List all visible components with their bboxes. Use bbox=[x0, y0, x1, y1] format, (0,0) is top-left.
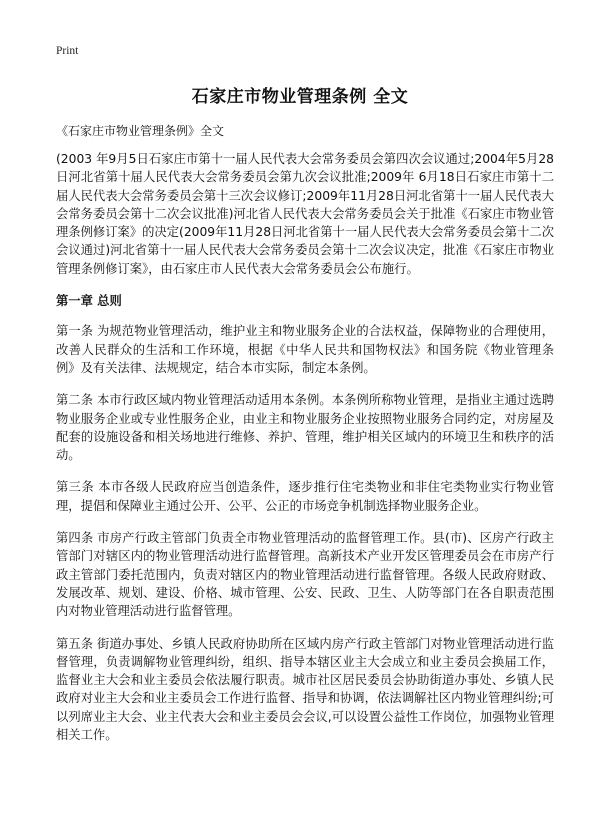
document-body bbox=[56, 150, 554, 758]
article-paragraph-5: 第五条 街道办事处、乡镇人民政府协助所在区域内房产行政主管部门对物业管理活动进行监督管理，负责调解物业管理纠纷，组织、指导本辖区业主大会成立和业主委员会换届工作，监督业主大会和业主委员会依法履行职责。城市社区居民委员会协助街道办事处、乡镇人民政府对业主大会和业主委员会工作进行监督、指导和协调，依法调解社区内物业管理纠纷;可以列席业主大会、业主代表大会和业主委员会会议,可以设置公益性工作岗位，加强物业管理相关工作。 bbox=[56, 636, 554, 743]
article-paragraph-2: 第二条 本市行政区域内物业管理活动适用本条例。本条例所称物业管理，是指业主通过选聘物业服务企业或专业性服务企业，由业主和物业服务企业按照物业服务合同约定，对房屋及配套的设施设备和相关场地进行维修、养护、管理，维护相关区域内的环境卫生和秩序的活动。 bbox=[56, 393, 554, 463]
article-paragraph-1: 第一条 为规范物业管理活动，维护业主和物业服务企业的合法权益，保障物业的合理使用，改善人民群众的生活和工作环境，根据《中华人民共和国物权法》和国务院《物业管理条例》及有关法律、法规规定，结合本市实际，制定本条例。 bbox=[56, 324, 554, 375]
document-subtitle: 《石家庄市物业管理条例》全文 bbox=[56, 124, 225, 138]
page-title: 石家庄市物业管理条例 全文 bbox=[191, 87, 409, 107]
article-paragraph-4: 第四条 市房产行政主管部门负责全市物业管理活动的监督管理工作。县(市)、区房产行政主管部门对辖区内的物业管理活动进行监督管理。高新技术产业开发区管理委员会在市房产行政主管部门委托范围内，负责对辖区内的物业管理活动进行监督管理。各级人民政府财政、发展改革、规划、建设、价格、城市管理、公安、民政、卫生、人防等部门在各自职责范围内对物业管理活动进行监督管理。 bbox=[56, 531, 554, 619]
article-paragraph-3: 第三条 本市各级人民政府应当创造条件，逐步推行住宅类物业和非住宅类物业实行物业管理，提倡和保障业主通过公开、公平、公正的市场竞争机制选择物业服务企业。 bbox=[56, 480, 554, 513]
print-label: Print bbox=[56, 45, 79, 57]
preamble-paragraph: (2003 年9月5日石家庄市第十一届人民代表大会常务委员会第四次会议通过;2004年5月28日河北省第十届人民代表大会常务委员会第九次会议批准;2009年 6月18日石家庄市第十二届人民代表大会常务委员会第十三次会议修订;2009年11月28日河北省第十一届人民代表大会常务委员会第十二次会议批准)河北省人民代表大会常务委员会关于批准《石家庄市物业管理条例修订案》的决定(2009年11月28日河北省第十一届人民代表大会常务委员会第十二次会议通过)河北省第十一届人民代表大会常务委员会第十二次会议决定，批准《石家庄市物业管理条例修订案》，由石家庄市人民代表大会常务委员会公布施行。 bbox=[56, 152, 554, 276]
chapter-heading: 第一章 总则 bbox=[56, 294, 122, 309]
